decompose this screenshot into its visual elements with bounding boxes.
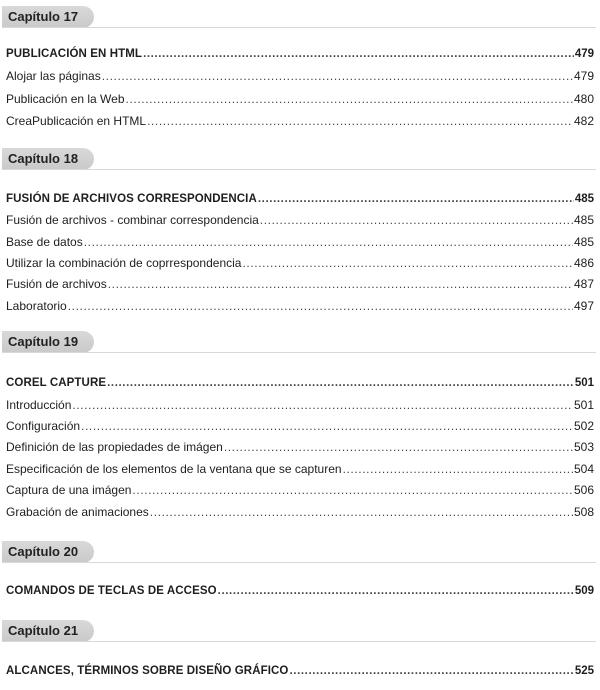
entry-page: 502	[573, 419, 594, 433]
toc-main-entry[interactable]	[6, 582, 594, 600]
toc-entry[interactable]	[6, 67, 594, 85]
entry-title: FUSIÓN DE ARCHIVOS CORRESPONDENCIA	[6, 193, 257, 205]
divider	[2, 352, 596, 353]
entry-page: 486	[573, 256, 594, 270]
entry-title: Utilizar la combinación de coprrespondencia	[6, 256, 242, 270]
entry-title: Fusión de archivos - combinar correspondencia	[6, 213, 259, 227]
leader-dots	[72, 396, 573, 414]
chapter-label: Capítulo 18	[2, 148, 94, 170]
toc-entry[interactable]	[6, 90, 594, 108]
entry-page: 479	[574, 48, 594, 60]
entry-title: PUBLICACIÓN EN HTML	[6, 48, 143, 60]
divider	[2, 169, 596, 170]
leader-dots	[143, 45, 574, 63]
entry-title: Alojar las páginas	[6, 69, 101, 83]
entry-page: 497	[573, 299, 594, 313]
toc-entry[interactable]	[6, 233, 594, 251]
entry-title: Especificación de los elementos de la ventana que se capturen	[6, 462, 342, 476]
toc-entry[interactable]	[6, 396, 594, 414]
entry-title: Fusión de archivos	[6, 277, 107, 291]
leader-dots	[147, 112, 573, 130]
toc-entry[interactable]	[6, 417, 594, 435]
divider	[2, 562, 596, 563]
entry-title: Definición de las propiedades de imágen	[6, 440, 223, 454]
entry-page: 504	[573, 462, 594, 476]
entry-title: Configuración	[6, 419, 81, 433]
entry-title: Introducción	[6, 398, 72, 412]
leader-dots	[108, 275, 573, 293]
entry-page: 485	[573, 235, 594, 249]
leader-dots	[258, 190, 574, 208]
entry-title: ALCANCES, TÉRMINOS SOBRE DISEÑO GRÁFICO	[6, 665, 289, 677]
toc-main-entry[interactable]	[6, 190, 594, 208]
toc-entry[interactable]	[6, 481, 594, 499]
entry-page: 509	[574, 585, 594, 597]
toc-main-entry[interactable]	[6, 374, 594, 392]
leader-dots	[242, 254, 573, 272]
divider	[2, 27, 596, 28]
toc-entry[interactable]	[6, 503, 594, 521]
entry-page: 485	[573, 213, 594, 227]
leader-dots	[68, 297, 573, 315]
chapter-label: Capítulo 20	[2, 541, 94, 563]
entry-title: COREL CAPTURE	[6, 377, 107, 389]
entry-page: 487	[573, 277, 594, 291]
entry-page: 479	[573, 69, 594, 83]
chapter-label: Capítulo 19	[2, 331, 94, 353]
entry-page: 482	[573, 114, 594, 128]
leader-dots	[224, 438, 573, 456]
leader-dots	[260, 211, 573, 229]
leader-dots	[132, 481, 573, 499]
entry-page: 501	[574, 377, 594, 389]
entry-title: CreaPublicación en HTML	[6, 114, 147, 128]
entry-page: 525	[574, 665, 594, 677]
entry-title: Grabación de animaciones	[6, 505, 149, 519]
entry-title: Publicación en la Web	[6, 92, 125, 106]
entry-page: 501	[573, 398, 594, 412]
toc-main-entry[interactable]	[6, 662, 594, 680]
entry-title: Laboratorio	[6, 299, 67, 313]
toc-entry[interactable]	[6, 297, 594, 315]
toc-main-entry[interactable]	[6, 45, 594, 63]
entry-page: 485	[574, 193, 594, 205]
toc-entry[interactable]	[6, 211, 594, 229]
entry-page: 503	[573, 440, 594, 454]
entry-title: Captura de una imágen	[6, 483, 132, 497]
leader-dots	[107, 374, 574, 392]
entry-page: 480	[573, 92, 594, 106]
leader-dots	[289, 662, 573, 680]
entry-title: Base de datos	[6, 235, 83, 249]
entry-title: COMANDOS DE TECLAS DE ACCESO	[6, 585, 217, 597]
leader-dots	[343, 460, 573, 478]
leader-dots	[81, 417, 573, 435]
leader-dots	[150, 503, 573, 521]
divider	[2, 641, 596, 642]
toc-entry[interactable]	[6, 275, 594, 293]
chapter-label: Capítulo 21	[2, 620, 94, 642]
leader-dots	[102, 67, 573, 85]
entry-page: 506	[573, 483, 594, 497]
toc-entry[interactable]	[6, 460, 594, 478]
toc-entry[interactable]	[6, 438, 594, 456]
leader-dots	[126, 90, 573, 108]
entry-page: 508	[573, 505, 594, 519]
leader-dots	[84, 233, 573, 251]
toc-entry[interactable]	[6, 254, 594, 272]
leader-dots	[218, 582, 574, 600]
toc-entry[interactable]	[6, 112, 594, 130]
chapter-label: Capítulo 17	[2, 6, 94, 28]
